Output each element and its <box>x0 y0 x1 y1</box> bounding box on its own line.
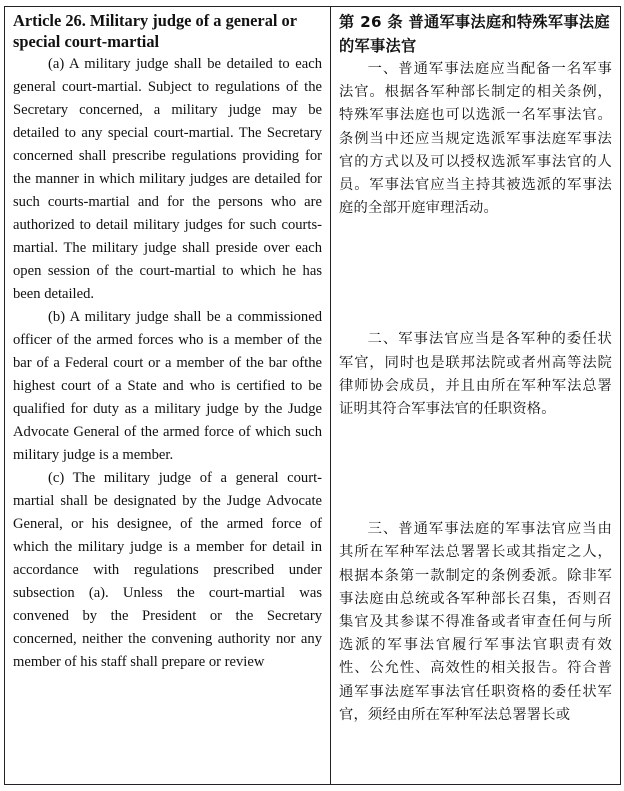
english-paragraph-a: (a) A military judge shall be detailed to each general court-martial. Subject to regulations of the Secretary concerned, a military judge may be detailed to any special court-martial. The Secretary concerned shall prescribe regulations providing for the manner in which military judges are detailed for such courts-martial and for the persons who are authorized to detail military judges for such courts-martial. The military judge shall preside over each open session of the court-martial to which he has been detailed. <box>13 56 322 302</box>
english-article-title: Article 26. Military judge of a general or special court-martial <box>13 11 297 51</box>
chinese-column <box>331 7 621 785</box>
chinese-article-title: 第 26 条 普通军事法庭和特殊军事法庭的军事法官 <box>339 13 610 55</box>
table-row <box>5 7 621 785</box>
chinese-paragraph-2: 二、军事法官应当是各军种的委任状军官，同时也是联邦法院或者州高等法院律师协会成员，并且由所在军种军法总署证明其符合军事法官的任职资格。 <box>339 331 612 418</box>
document-page <box>0 6 624 791</box>
bilingual-article-table <box>4 6 621 785</box>
english-paragraph-c: (c) The military judge of a general court-martial shall be designated by the Judge Advocate General, or his designee, of the armed force of which the military judge is a member for detail in accordance with regulations prescribed under subsection (a). Unless the court-martial was convened by the President or the Secretary concerned, neither the convening authority nor any member of his staff shall prepare or review <box>13 470 322 670</box>
chinese-paragraph-1: 一、普通军事法庭应当配备一名军事法官。根据各军种部长制定的相关条例，特殊军事法庭也可以选派一名军事法官。条例当中还应当规定选派军事法庭军事法官的方式以及可以授权选派军事法官的人员。军事法官应当主持其被选派的军事法庭的全部开庭审理活动。 <box>339 61 612 217</box>
english-column <box>5 7 331 785</box>
english-paragraph-b: (b) A military judge shall be a commissioned officer of the armed forces who is a member of the bar of a Federal court or a member of the bar ofthe highest court of a State and who is certified to be qualified for duty as a military judge by the Judge Advocate General of the armed force of which such military judge is a member. <box>13 309 322 463</box>
chinese-paragraph-3: 三、普通军事法庭的军事法官应当由其所在军种军法总署署长或其指定之人，根据本条第一款制定的条例委派。除非军事法庭由总统或各军种部长召集，否则召集官及其参谋不得准备或者审查任何与所选派的军事法官履行军事法官职责有效性、公允性、高效性的相关报告。符合普通军事法庭军事法官任职资格的委任状军官，须经由所在军种军法总署署长或 <box>339 521 612 723</box>
